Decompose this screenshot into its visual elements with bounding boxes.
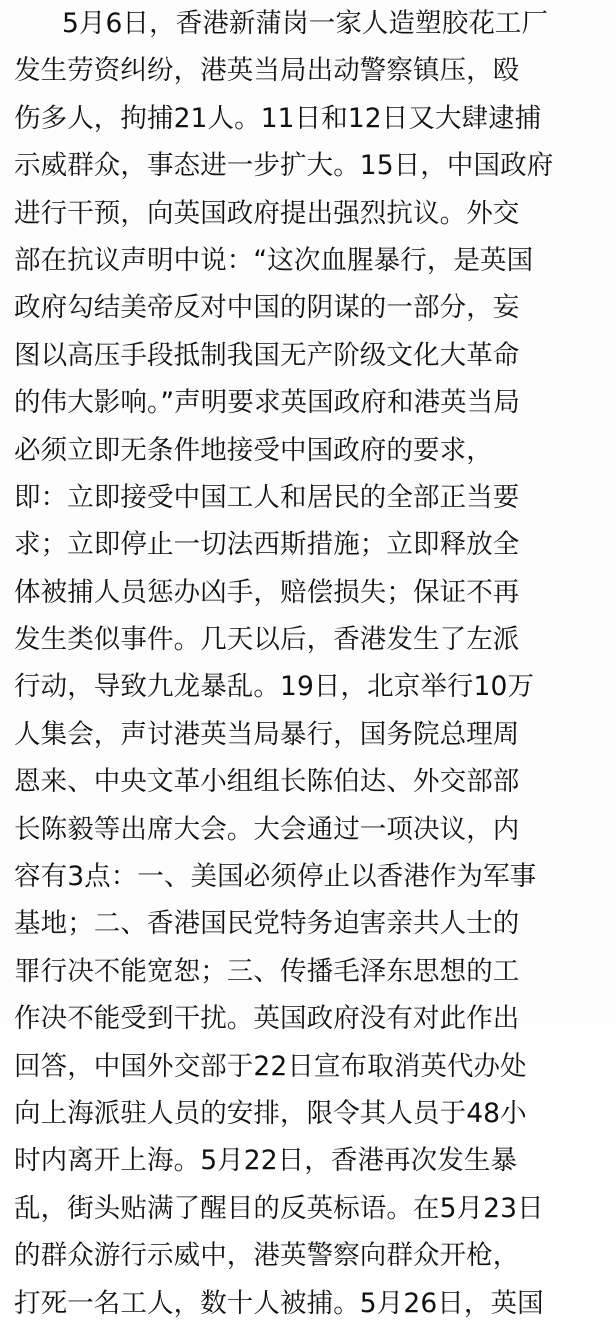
text-line: 时内离开上海。5月22日，香港再次发生暴 [14,1145,518,1177]
text-line: 发生劳资纠纷，港英当局出动警察镇压，殴 [14,55,520,87]
text-line: 示威群众，事态进一步扩大。15日，中国政府 [14,150,554,182]
text-line: 行动，导致九龙暴乱。19日，北京举行10万 [14,671,535,703]
text-line: 求；立即停止一切法西斯措施；立即释放全 [14,529,520,561]
text-line: 发生类似事件。几天以后，香港发生了左派 [14,624,520,656]
text-line: 人集会，声讨港英当局暴行，国务院总理周 [14,718,520,750]
text-line: 基地；二、香港国民党特务迫害亲共人士的 [14,908,520,940]
text-line: 打死一名工人，数十人被捕。5月26日，英国 [14,1287,544,1319]
text-line: 进行干预，向英国政府提出强烈抗议。外交 [14,197,520,229]
text-line: 必须立即无条件地接受中国政府的要求， [14,434,493,466]
text-line: 即：立即接受中国工人和居民的全部正当要 [14,481,520,513]
text-line: 长陈毅等出席大会。大会通过一项决议，内 [14,813,520,845]
text-line: 恩来、中央文革小组组长陈伯达、外交部部 [14,766,520,798]
text-line: 体被捕人员惩办凶手，赔偿损失；保证不再 [14,576,520,608]
text-line: 的伟大影响。”声明要求英国政府和港英当局 [14,387,520,419]
text-line: 乱，街头贴满了醒目的反英标语。在5月23日 [14,1192,544,1224]
text-line: 作决不能受到干扰。英国政府没有对此作出 [14,1003,520,1035]
text-line: 容有3点：一、美国必须停止以香港作为军事 [14,861,537,893]
text-line: 罪行决不能宽恕；三、传播毛泽东思想的工 [14,955,520,987]
text-line: 5月6日，香港新蒲岗一家人造塑胶花工厂 [62,8,549,39]
text-line: 伤多人，拘捕21人。11日和12日又大肆逮捕 [14,102,542,134]
article-paragraph [14,0,606,1327]
text-line: 图以高压手段抵制我国无产阶级文化大革命 [14,339,520,371]
text-line: 回答，中国外交部于22日宣布取消英代办处 [14,1050,527,1082]
text-line: 向上海派驻人员的安排，限令其人员于48小 [14,1097,527,1129]
text-line: 政府勾结美帝反对中国的阴谋的一部分，妄 [14,292,520,324]
text-line: 的群众游行示威中，港英警察向群众开枪， [14,1240,520,1272]
text-line: 部在抗议声明中说：“这次血腥暴行，是英国 [14,244,534,276]
